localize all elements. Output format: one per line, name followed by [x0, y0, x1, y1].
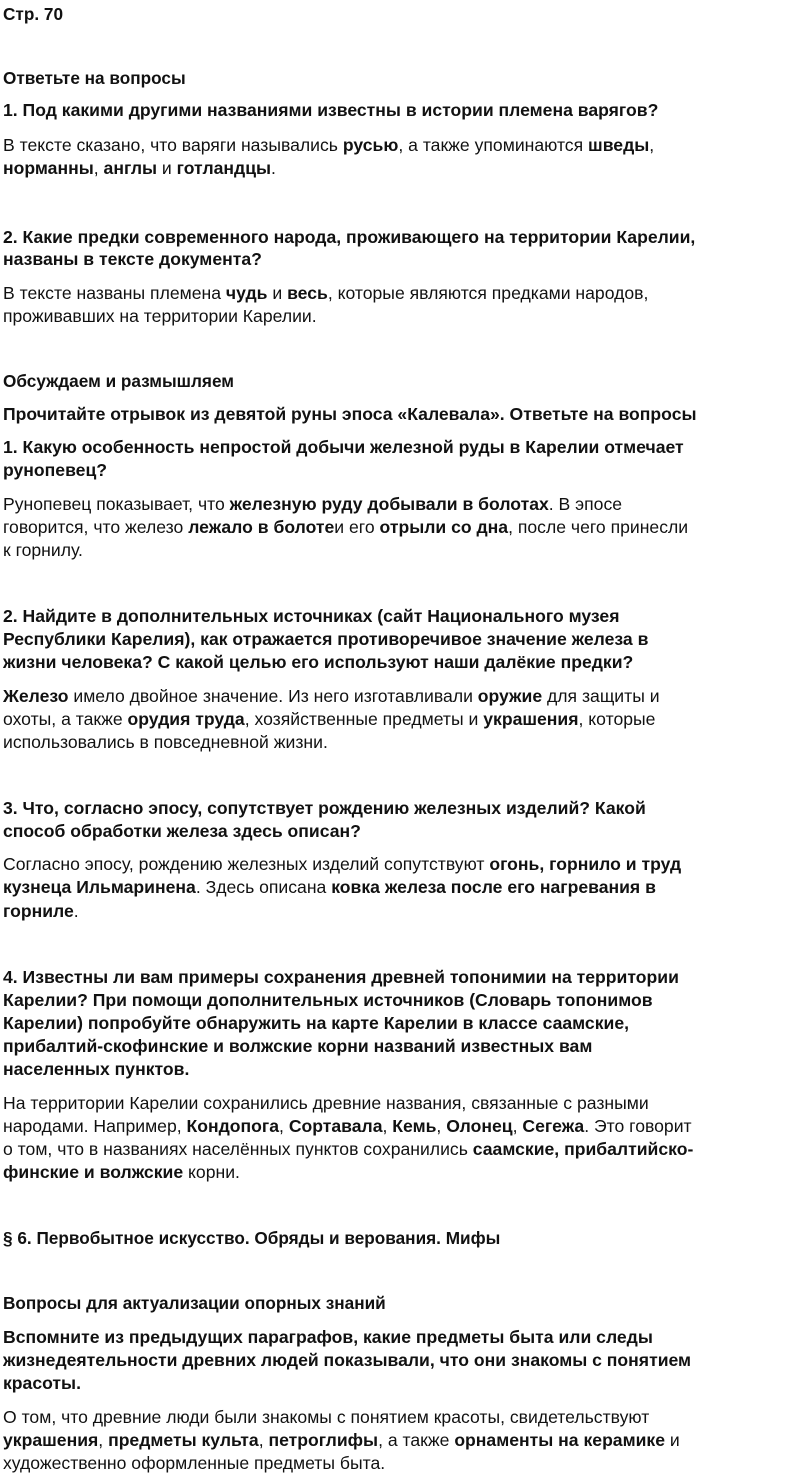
bold-term: чудь [225, 283, 268, 303]
answer-line [3, 1161, 240, 1183]
section-heading [3, 1292, 386, 1314]
bold-term: оружие [477, 686, 543, 706]
bold-term: предметы культа [108, 1430, 259, 1450]
bold-term: Железо [3, 686, 69, 706]
bold-term: кузнеца Ильмаринена [3, 877, 196, 897]
answer-line [3, 157, 276, 179]
bold-term: населенных пунктов. [3, 1059, 190, 1079]
question-line [3, 1326, 653, 1348]
answer-line [3, 134, 654, 156]
text-run: , которые [578, 709, 656, 729]
bold-term: прибалтий-скофинские и волжские корни названий известных вам [3, 1036, 593, 1056]
bold-term: готландцы [176, 158, 272, 178]
bold-term: железную руду добывали в болотах [229, 494, 549, 514]
question-line [3, 226, 695, 248]
answer-line [3, 708, 655, 730]
text-run: О том, что древние люди были знакомы с понятием красоты, свидетельствуют [3, 1407, 650, 1427]
bold-term: 1. Под какими другими названиями известны в истории племена варягов? [3, 100, 659, 120]
answer-line [3, 900, 79, 922]
bold-term: Сортавала [288, 1116, 383, 1136]
text-run: , а также [378, 1430, 455, 1450]
answer-line [3, 493, 622, 515]
bold-term: Карелии) попробуйте обнаружить на карте Карелии в классе саамские, [3, 1013, 630, 1033]
text-run: и [665, 1430, 680, 1450]
bold-term: отрыли со дна [379, 517, 509, 537]
bold-term: жизни человека? С какой целью его используют наши далёкие предки? [3, 652, 634, 672]
question-line [3, 605, 620, 627]
answer-line [3, 876, 656, 898]
bold-term: Прочитайте отрывок из девятой руны эпоса «Калевала». Ответьте на вопросы [3, 404, 697, 424]
bold-term: красоты. [3, 1373, 81, 1393]
text-run: и его [334, 517, 380, 537]
text-run: , [279, 1116, 289, 1136]
text-run: для защиты и [542, 686, 660, 706]
bold-term: названы в тексте документа? [3, 249, 262, 269]
section-heading [3, 370, 234, 392]
text-run: о том, что в названиях населённых пунктов сохранились [3, 1139, 473, 1159]
text-run: Согласно эпосу, рождению железных изделий сопутствуют [3, 854, 490, 874]
bold-term: Вопросы для актуализации опорных знаний [3, 1293, 386, 1313]
text-run: , которые являются предками народов, [327, 283, 649, 303]
bold-term: § 6. Первобытное искусство. Обряды и верования. Мифы [3, 1228, 501, 1248]
bold-term: ковка железа после его нагревания в [331, 877, 656, 897]
bold-term: рунопевец? [3, 460, 108, 480]
text-run: художественно оформленные предметы быта. [3, 1453, 386, 1473]
question-line [3, 651, 633, 673]
answer-line [3, 1429, 680, 1451]
bold-term: саамские, прибалтийско- [472, 1139, 694, 1159]
question-line [3, 1349, 691, 1371]
bold-term: 3. Что, согласно эпосу, сопутствует рождению железных изделий? Какой [3, 798, 646, 818]
text-run: к горнилу. [3, 540, 83, 560]
answer-line [3, 1406, 649, 1428]
text-run: . В эпосе [548, 494, 623, 514]
answer-line [3, 853, 681, 875]
question-line [3, 989, 653, 1011]
text-run: , а также упоминаются [398, 135, 589, 155]
text-run: народами. Например, [3, 1116, 187, 1136]
text-run: , [512, 1116, 523, 1136]
bold-term: Республики Карелия), как отражается противоречивое значение железа в [3, 629, 649, 649]
bold-term: Олонец [446, 1116, 513, 1136]
text-run: Рунопевец показывает, что [3, 494, 230, 514]
answer-line [3, 282, 648, 304]
section-heading [3, 67, 186, 89]
bold-term: Кемь [392, 1116, 437, 1136]
bold-term: украшения [3, 1430, 99, 1450]
bold-term: Ответьте на вопросы [3, 68, 186, 88]
text-run: В тексте сказано, что варяги назывались [3, 135, 343, 155]
bold-term: горниле [3, 901, 74, 921]
bold-term: Стр. 70 [3, 4, 63, 24]
section-heading [3, 3, 63, 25]
text-run: , [258, 1430, 269, 1450]
text-run: , хозяйственные предметы и [244, 709, 484, 729]
text-run: и [157, 158, 177, 178]
bold-term: финские и волжские [3, 1162, 184, 1182]
answer-line [3, 516, 688, 538]
bold-term: Кондопога [186, 1116, 280, 1136]
question-line [3, 1012, 629, 1034]
bold-term: русью [342, 135, 399, 155]
answer-line [3, 1138, 693, 1160]
text-run: проживавших на территории Карелии. [3, 306, 317, 326]
question-line [3, 820, 361, 842]
text-run: использовались в повседневной жизни. [3, 732, 328, 752]
text-run: имело двойное значение. Из него изготавливали [68, 686, 478, 706]
text-run: корни. [183, 1162, 240, 1182]
question-line [3, 248, 262, 270]
bold-term: украшения [483, 709, 579, 729]
bold-term: Сегежа [522, 1116, 585, 1136]
answer-line [3, 1092, 649, 1114]
bold-term: лежало в болоте [188, 517, 335, 537]
answer-line [3, 305, 317, 327]
text-run: . [271, 158, 276, 178]
question-line [3, 966, 679, 988]
text-run: и [267, 283, 288, 303]
text-run: , [649, 135, 655, 155]
bold-term: 2. Найдите в дополнительных источниках (сайт Национального музея [3, 606, 620, 626]
question-line [3, 797, 646, 819]
text-run: На территории Карелии сохранились древние названия, связанные с разными [3, 1093, 649, 1113]
question-line [3, 436, 684, 458]
question-line [3, 459, 107, 481]
question-line [3, 1372, 81, 1394]
text-run: , [436, 1116, 447, 1136]
question-line [3, 1058, 189, 1080]
text-run: . Это говорит [584, 1116, 692, 1136]
text-run: В тексте названы племена [3, 283, 226, 303]
bold-term: жизнедеятельности древних людей показывали, что они знакомы с понятием [3, 1350, 692, 1370]
bold-term: орнаменты на керамике [454, 1430, 666, 1450]
answer-line [3, 1452, 385, 1474]
answer-line [3, 685, 660, 707]
text-run: . [73, 901, 79, 921]
bold-term: Вспомните из предыдущих параграфов, какие предметы быта или следы [3, 1327, 653, 1347]
bold-term: огонь, горнило и труд [489, 854, 682, 874]
answer-line [3, 1115, 692, 1137]
question-line [3, 628, 648, 650]
bold-term: 4. Известны ли вам примеры сохранения древней топонимии на территории [3, 967, 679, 987]
question-line [3, 99, 658, 121]
bold-term: Обсуждаем и размышляем [3, 371, 234, 391]
bold-term: петроглифы [268, 1430, 379, 1450]
section-heading [3, 1227, 500, 1249]
bold-term: весь [287, 283, 328, 303]
question-line [3, 403, 697, 425]
bold-term: шведы [588, 135, 650, 155]
bold-term: 1. Какую особенность непростой добычи железной руды в Карелии отмечает [3, 437, 684, 457]
bold-term: 2. Какие предки современного народа, проживающего на территории Карелии, [3, 227, 696, 247]
text-run: , [382, 1116, 393, 1136]
text-run: говорится, что железо [3, 517, 189, 537]
answer-line [3, 731, 328, 753]
bold-term: Карелии? При помощи дополнительных источников (Словарь топонимов [3, 990, 653, 1010]
text-run: , [93, 158, 104, 178]
text-run: охоты, а также [3, 709, 128, 729]
text-run: . Здесь описана [195, 877, 332, 897]
bold-term: орудия труда [127, 709, 245, 729]
text-run: , после чего принесли [508, 517, 689, 537]
bold-term: способ обработки железа здесь описан? [3, 821, 361, 841]
bold-term: англы [103, 158, 158, 178]
bold-term: норманны [3, 158, 94, 178]
answer-line [3, 539, 83, 561]
text-run: , [98, 1430, 109, 1450]
question-line [3, 1035, 592, 1057]
